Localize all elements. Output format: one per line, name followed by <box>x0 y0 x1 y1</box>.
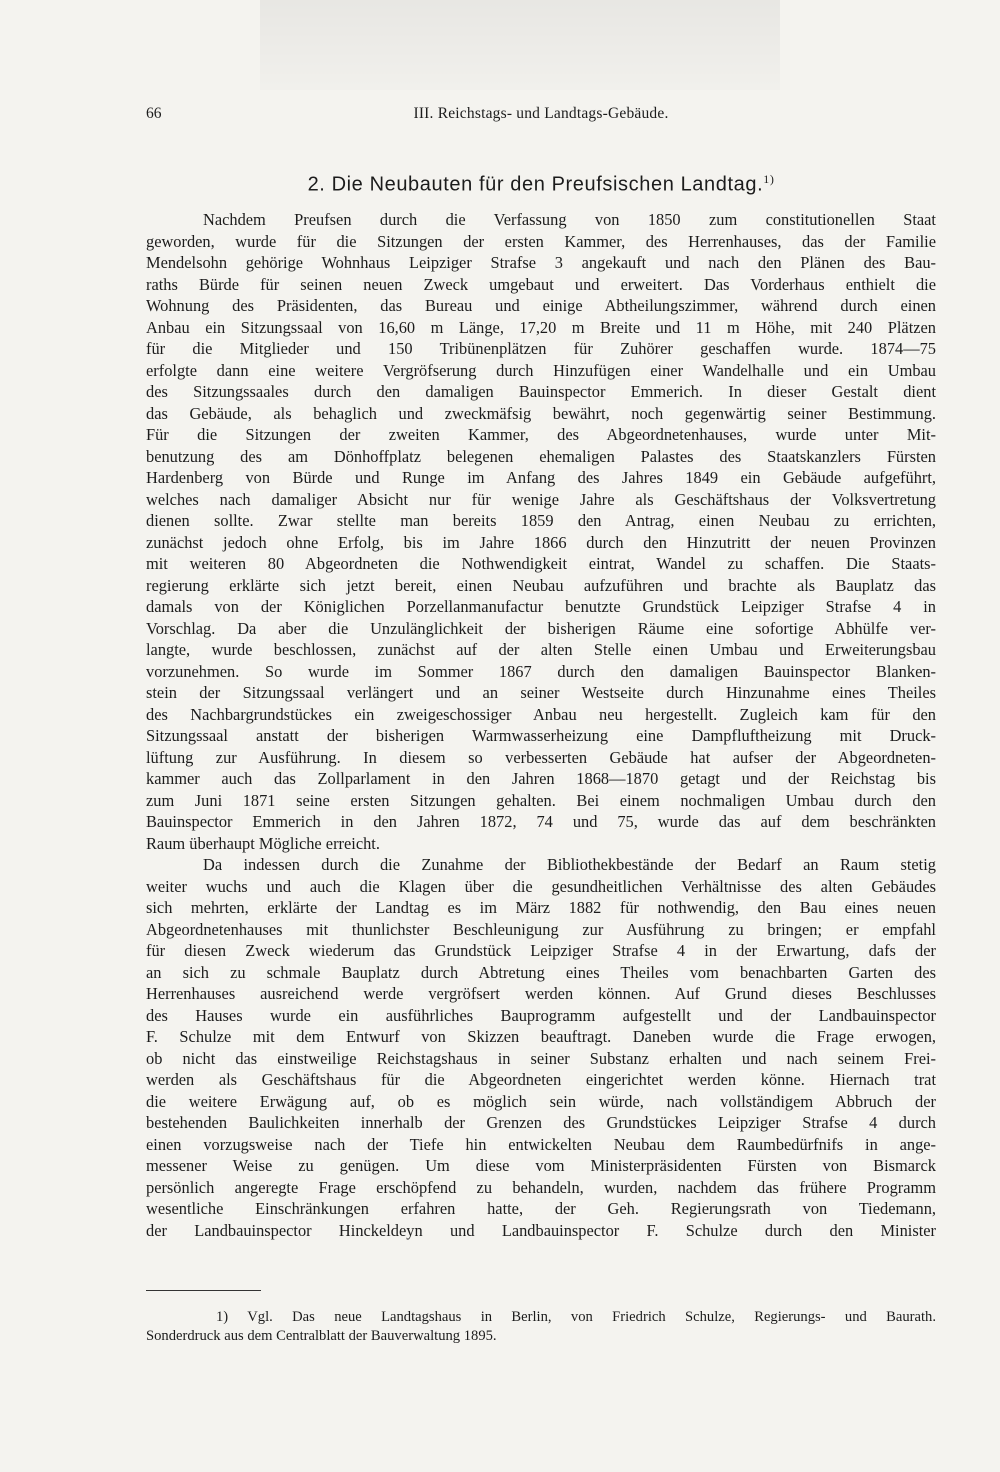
body-text <box>146 209 936 1241</box>
text-line: Raum überhaupt Mögliche erreicht. <box>146 833 380 853</box>
text-line: dienen sollte. Zwar stellte man bereits 1859 den Antrag, einen Neubau zu errichten, <box>146 511 936 530</box>
text-line: weiter wuchs und auch die Klagen über die gesundheitlichen Verhältnisse des alten Gebäudes <box>146 876 936 896</box>
text-line: des Hauses wurde ein ausführliches Bauprogramm aufgestellt und der Landbauinspector <box>146 1005 936 1025</box>
text-line: Hardenberg von Bürde und Runge im Anfang des Jahres 1849 ein Gebäude aufgeführt, <box>146 468 936 487</box>
text-line: persönlich angeregte Frage erschöpfend zu behandeln, wurden, nachdem das frühere Programm <box>146 1177 936 1197</box>
text-line: Bauinspector Emmerich in den Jahren 1872, 74 und 75, wurde das auf dem beschränkten <box>146 812 936 831</box>
text-line: wesentliche Einschränkungen erfahren hatte, der Geh. Regierungsrath von Tiedemann, <box>146 1199 936 1218</box>
text-line: stein der Sitzungssaal verlängert und an seiner Westseite durch Hinzunahme eines Theiles <box>146 683 936 702</box>
text-line: Abgeordnetenhauses mit thunlichster Beschleunigung zur Ausführung zu bringen; er empfahl <box>146 919 936 939</box>
running-head <box>146 105 936 129</box>
text-line: welches nach damaliger Absicht nur für wenige Jahre als Geschäftshaus der Volksvertretung <box>146 489 936 509</box>
page-number: 66 <box>146 105 162 122</box>
text-line: Anbau ein Sitzungssaal von 16,60 m Länge, 17,20 m Breite und 11 m Höhe, mit 240 Plätzen <box>146 317 936 337</box>
text-line: das Gebäude, als behaglich und zweckmäfsig bewährt, noch gegenwärtig seiner Bestimmung. <box>146 403 936 423</box>
text-line: einen vorzugsweise nach der Tiefe hin entwickelten Neubau dem Raumbedürfnifs in ange- <box>146 1134 936 1154</box>
text-line: Vorschlag. Da aber die Unzulänglichkeit der bisherigen Räume eine sofortige Abhülfe ver- <box>146 618 936 638</box>
text-line: werden als Geschäftshaus für die Abgeordneten eingerichtet werden könne. Hiernach trat <box>146 1070 936 1089</box>
text-line: messener Weise zu genügen. Um diese vom Ministerpräsidenten Fürsten von Bismarck <box>146 1156 936 1175</box>
text-line: Sitzungssaal anstatt der bisherigen Warmwasserheizung eine Dampfluftheizung mit Druck- <box>146 726 936 745</box>
text-line: an sich zu schmale Bauplatz durch Abtretung eines Theiles vom benachbarten Garten des <box>146 962 936 982</box>
text-line: Wohnung des Präsidenten, das Bureau und einige Abtheilungszimmer, während durch einen <box>146 296 936 315</box>
text-line: sich mehrten, erklärte der Landtag es im März 1882 für nothwendig, den Bau eines neuen <box>146 898 936 917</box>
show-through-shadow <box>260 0 780 90</box>
text-line: damals von der Königlichen Porzellanmanufactur benutzte Grundstück Leipziger Strafse 4 in <box>146 597 936 616</box>
text-line: Mendelsohn gehörige Wohnhaus Leipziger Strafse 3 angekauft und nach den Plänen des Bau- <box>146 253 936 272</box>
text-line: langte, wurde beschlossen, zunächst auf der alten Stelle einen Umbau und Erweiterungsbau <box>146 640 936 659</box>
footnote-line: 1) Vgl. Das neue Landtagshaus in Berlin, von Friedrich Schulze, Regierungs- und Baurath. <box>216 1309 936 1325</box>
text-line: ob nicht das einstweilige Reichstagshaus in seiner Substanz erhalten und nach seinem Frei- <box>146 1048 936 1068</box>
text-line: raths Bürde für seinen neuen Zweck umgebaut und erweitert. Das Vorderhaus enthielt die <box>146 274 936 294</box>
text-line: benutzung des am Dönhoffplatz belegenen ehemaligen Palastes des Staatskanzlers Fürsten <box>146 446 936 466</box>
text-line: erfolgte dann eine weitere Vergröfserung durch Hinzufügen einer Wandelhalle und ein Umbau <box>146 360 936 380</box>
text-line: kammer auch das Zollparlament in den Jahren 1868—1870 getagt und der Reichstag bis <box>146 769 936 788</box>
text-line: regierung erklärte sich jetzt bereit, einen Neubau aufzuführen und brachte als Bauplatz das <box>146 575 936 595</box>
footnote-line: Sonderdruck aus dem Centralblatt der Bauverwaltung 1895. <box>146 1328 497 1344</box>
section-heading-text: 2. Die Neubauten für den Preufsischen Landtag. <box>307 173 764 196</box>
text-line: Für die Sitzungen der zweiten Kammer, des Abgeordnetenhauses, wurde unter Mit- <box>146 425 936 444</box>
text-line: mit weiteren 80 Abgeordneten die Nothwendigkeit eintrat, Wandel zu schaffen. Die Staats- <box>146 554 936 573</box>
text-line: Herrenhauses ausreichend werde vergröfsert werden können. Auf Grund dieses Beschlusses <box>146 984 936 1003</box>
text-line: zunächst jedoch ohne Erfolg, bis im Jahre 1866 durch den Hinzutritt der neuen Provinzen <box>146 532 936 552</box>
footnote-divider <box>146 1290 261 1291</box>
text-line: geworden, wurde für die Sitzungen der ersten Kammer, des Herrenhauses, das der Familie <box>146 231 936 251</box>
text-line: bestehenden Baulichkeiten innerhalb der Grenzen des Grundstückes Leipziger Strafse 4 durch <box>146 1113 936 1132</box>
text-line: für diesen Zweck wiederum das Grundstück Leipziger Strafse 4 in der Erwartung, dafs der <box>146 941 936 960</box>
footnote <box>146 1308 936 1346</box>
text-line: lüftung zur Ausführung. In diesem so verbesserten Gebäude hat aufser der Abgeordneten- <box>146 747 936 767</box>
text-line: des Nachbargrundstückes ein zweigeschossiger Anbau neu hergestellt. Zugleich kam für den <box>146 704 936 724</box>
running-title: III. Reichstags- und Landtags-Gebäude. <box>413 105 669 122</box>
text-line: der Landbauinspector Hinckeldeyn und Landbauinspector F. Schulze durch den Minister <box>146 1220 936 1240</box>
text-line: F. Schulze mit dem Entwurf von Skizzen beauftragt. Daneben wurde die Frage erwogen, <box>146 1027 936 1046</box>
text-line: Nachdem Preufsen durch die Verfassung von 1850 zum constitutionellen Staat <box>203 210 936 229</box>
section-heading <box>146 172 936 197</box>
text-line: zum Juni 1871 seine ersten Sitzungen gehalten. Bei einem nochmaligen Umbau durch den <box>146 790 936 810</box>
text-line: die weitere Erwägung auf, ob es möglich sein würde, nach vollständigem Abbruch der <box>146 1091 936 1111</box>
footnote-reference: 1) <box>763 172 775 186</box>
text-line: des Sitzungssaales durch den damaligen Bauinspector Emmerich. In dieser Gestalt dient <box>146 382 936 401</box>
text-line: für die Mitglieder und 150 Tribünenplätzen für Zuhörer geschaffen wurde. 1874—75 <box>146 339 936 358</box>
text-line: vorzunehmen. So wurde im Sommer 1867 durch den damaligen Bauinspector Blanken- <box>146 661 936 681</box>
text-line: Da indessen durch die Zunahme der Bibliothekbestände der Bedarf an Raum stetig <box>203 855 936 874</box>
